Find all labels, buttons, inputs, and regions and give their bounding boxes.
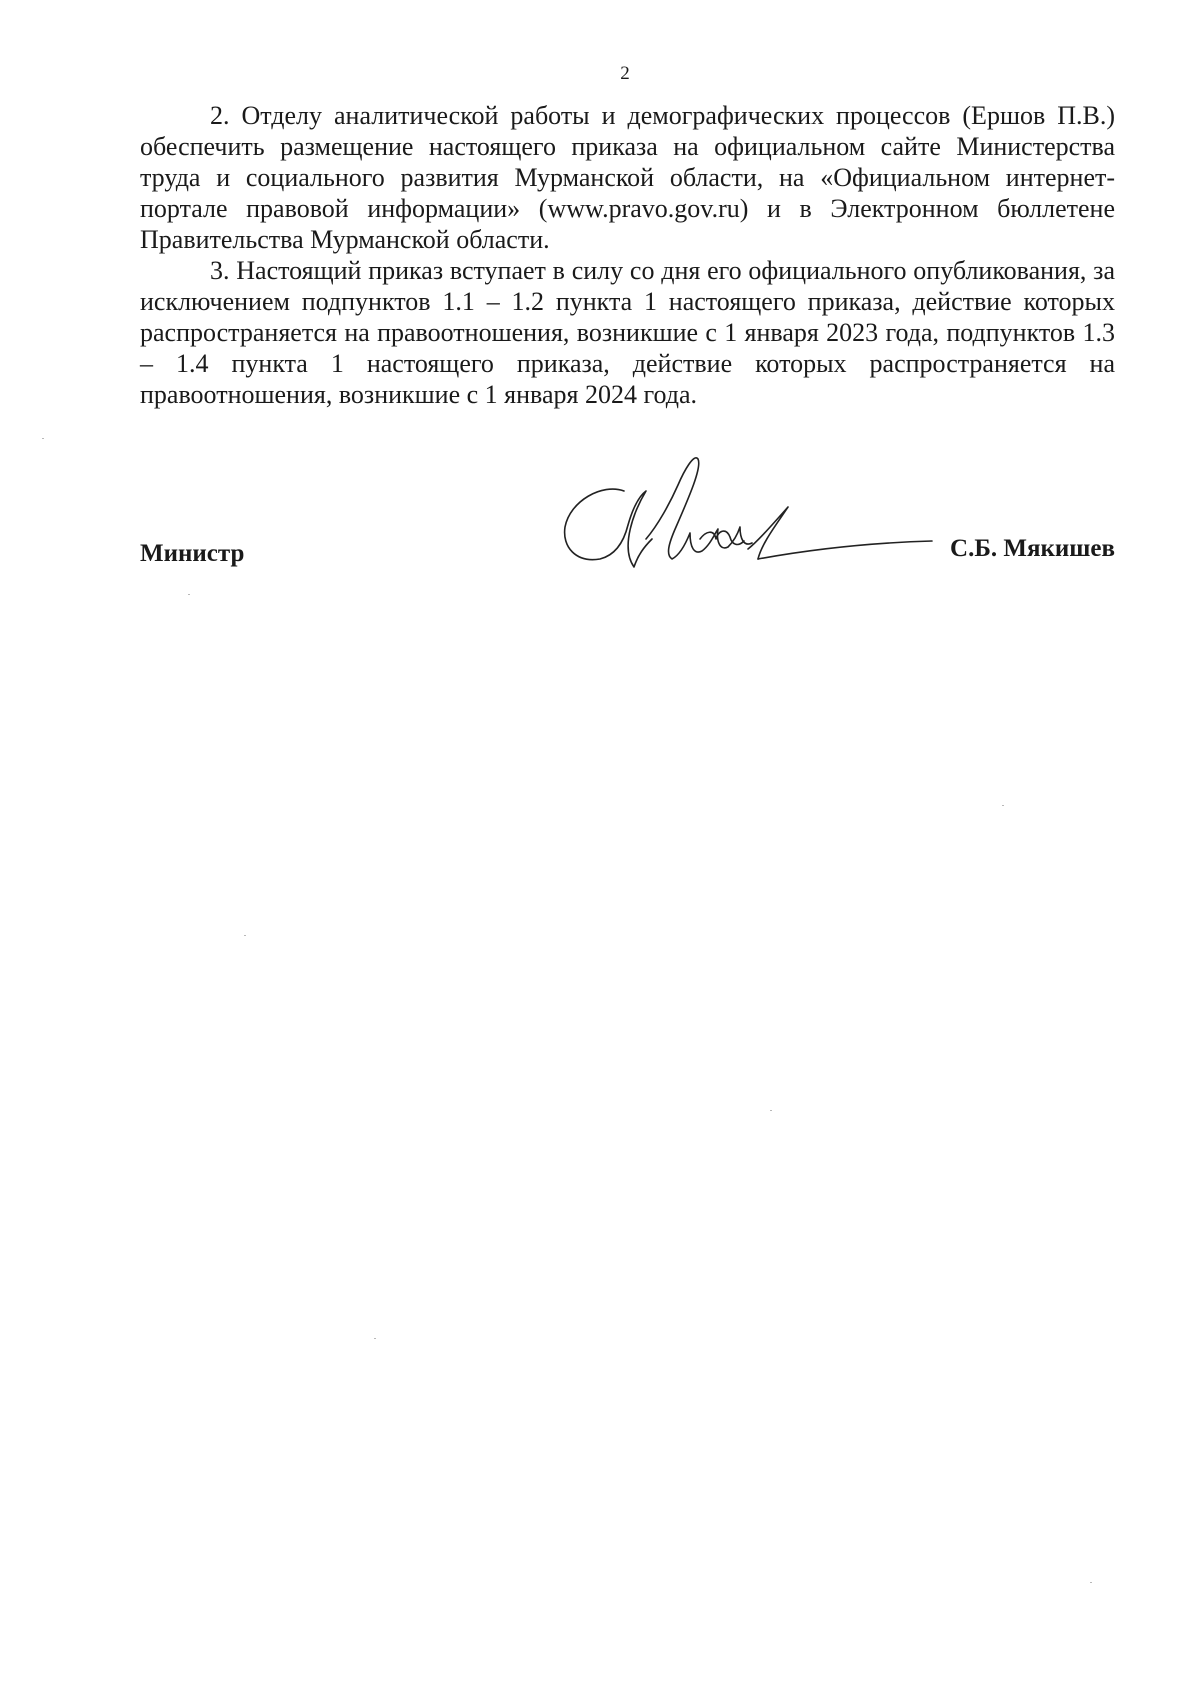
scan-speck <box>374 1338 376 1339</box>
signature-block <box>140 455 1115 595</box>
signer-title: Министр <box>140 540 245 567</box>
scan-speck <box>1002 805 1004 806</box>
handwritten-signature <box>562 455 942 595</box>
scan-speck <box>42 438 44 439</box>
paragraph-3: 3. Настоящий приказ вступает в силу со дня его официального опубликования, за исключением подпунктов 1.1 – 1.2 пункта 1 настоящего приказа, действие которых распространяется на правоотношения, возникшие с 1 января 2023 года, подпунктов 1.3 – 1.4 пункта 1 настоящего приказа, действие которых распространяется на правоотношения, возникшие с 1 января 2024 года. <box>140 256 1115 409</box>
scan-speck <box>188 594 190 595</box>
document-body <box>140 100 1115 410</box>
scan-speck <box>244 935 246 936</box>
paragraph-2: 2. Отделу аналитической работы и демографических процессов (Ершов П.В.) обеспечить размещение настоящего приказа на официальном сайте Министерства труда и социального развития Мурманской области, на «Официальном интернет-портале правовой информации» (www.pravo.gov.ru) и в Электронном бюллетене Правительства Мурманской области. <box>140 101 1115 254</box>
page-number: 2 <box>620 63 630 84</box>
scan-speck <box>1090 1582 1092 1583</box>
signer-name: С.Б. Мякишев <box>950 535 1115 562</box>
scan-speck <box>770 1110 772 1111</box>
